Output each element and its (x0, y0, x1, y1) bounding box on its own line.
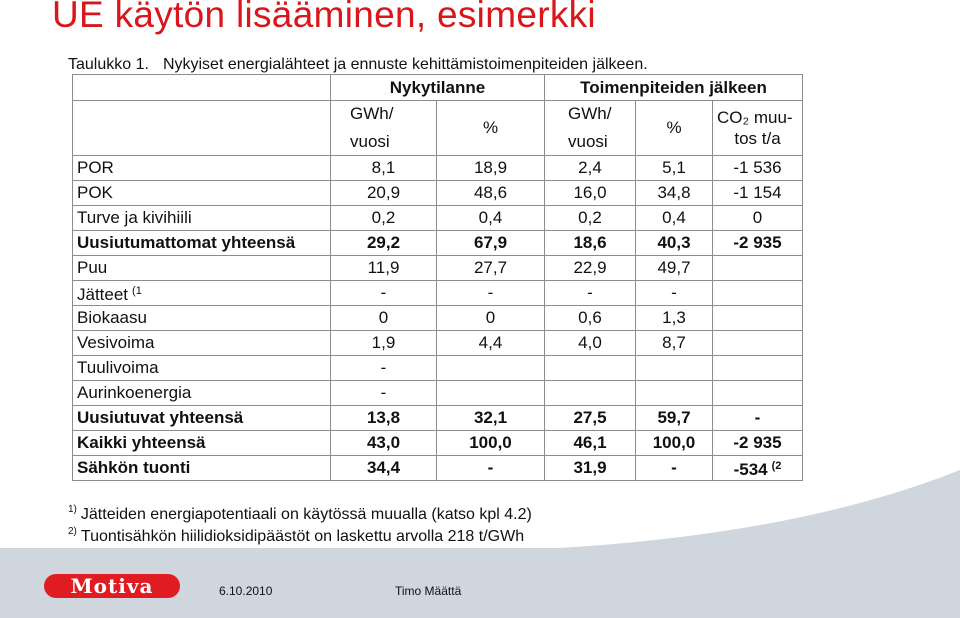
value-cell-c1 (331, 381, 437, 406)
cell-value: - (587, 283, 593, 302)
row-label: POK (77, 183, 113, 202)
cell-value: -534 (733, 460, 768, 479)
value-cell-c4 (636, 206, 713, 231)
value-cell-c1 (331, 206, 437, 231)
table-row (73, 231, 803, 256)
value-cell-c3 (545, 331, 636, 356)
value-cell-c4 (636, 181, 713, 206)
footer-author: Timo Määttä (395, 584, 462, 598)
cell-value: 0,4 (662, 208, 686, 227)
co2-line1: CO₂ muu- (717, 108, 793, 127)
cell-value: 4,0 (578, 333, 602, 352)
cell-value: - (487, 458, 494, 477)
group-header-after: Toimenpiteiden jälkeen (545, 75, 803, 101)
value-cell-c5 (713, 256, 803, 281)
co2-line2: tos t/a (734, 129, 781, 148)
footnote-text: Jätteiden energiapotentiaali on käytössä muualla (katso kpl 4.2) (80, 506, 532, 523)
cell-value: - (380, 383, 387, 402)
value-cell-c2 (437, 256, 545, 281)
table-row (73, 331, 803, 356)
row-label: Jätteet (77, 285, 129, 304)
value-cell-c1 (331, 281, 437, 306)
cell-value: 13,8 (366, 408, 401, 427)
row-label-cell (73, 381, 331, 406)
table-body (73, 156, 803, 481)
table-row (73, 181, 803, 206)
value-cell-c1 (331, 181, 437, 206)
cell-value: 0,6 (578, 308, 602, 327)
value-cell-c3 (545, 406, 636, 431)
cell-value: 100,0 (469, 433, 512, 452)
cell-value: 67,9 (473, 233, 508, 252)
group-header-row (73, 75, 803, 101)
cell-value: 20,9 (366, 183, 401, 202)
table-row (73, 281, 803, 306)
cell-value: 32,1 (473, 408, 508, 427)
value-cell-c2 (437, 156, 545, 181)
value-cell-c1 (331, 356, 437, 381)
header-empty-cell (73, 101, 331, 156)
value-cell-c5 (713, 381, 803, 406)
cell-value: 100,0 (652, 433, 696, 452)
value-cell-c4 (636, 256, 713, 281)
value-cell-c3 (545, 306, 636, 331)
cell-value: - (487, 283, 494, 302)
value-cell-c3 (545, 431, 636, 456)
row-label: Kaikki yhteensä (77, 433, 206, 452)
value-cell-c1 (331, 431, 437, 456)
value-cell-c4 (636, 156, 713, 181)
cell-value: 34,4 (366, 458, 401, 477)
value-cell-c3 (545, 231, 636, 256)
cell-value: 0 (378, 308, 389, 327)
slide-title: UE käytön lisääminen, esimerkki (52, 0, 596, 35)
value-cell-c5 (713, 356, 803, 381)
cell-value: 31,9 (573, 458, 607, 477)
table-row (73, 206, 803, 231)
unit-bottom: vuosi (350, 132, 390, 151)
unit-header-row (73, 101, 803, 156)
value-cell-c2 (437, 331, 545, 356)
table-row (73, 256, 803, 281)
row-label: Biokaasu (77, 308, 147, 327)
energy-table (72, 74, 803, 481)
motiva-logo: Motiva (44, 574, 180, 598)
cell-value: -2 935 (733, 433, 782, 452)
row-label: POR (77, 158, 114, 177)
cell-value: 18,6 (573, 233, 607, 252)
footnote-text: Tuontisähkön hiilidioksidipäästöt on laskettu arvolla 218 t/GWh (80, 528, 525, 545)
table-row (73, 431, 803, 456)
value-cell-c4 (636, 231, 713, 256)
table-row (73, 406, 803, 431)
row-label-cell (73, 306, 331, 331)
value-cell-c2 (437, 231, 545, 256)
row-label-cell (73, 356, 331, 381)
unit-header-co2 (713, 101, 803, 156)
row-label-cell (73, 256, 331, 281)
cell-note: (2 (771, 460, 782, 472)
cell-value: - (671, 283, 677, 302)
unit-header-percent: % (437, 101, 545, 156)
row-label-cell (73, 231, 331, 256)
value-cell-c2 (437, 431, 545, 456)
cell-value: -1 536 (733, 158, 782, 177)
cell-value: - (754, 408, 761, 427)
value-cell-c5 (713, 406, 803, 431)
value-cell-c5 (713, 181, 803, 206)
table-row (73, 356, 803, 381)
row-label: Uusiutumattomat yhteensä (77, 233, 296, 252)
footer-date: 6.10.2010 (219, 584, 273, 598)
value-cell-c3 (545, 281, 636, 306)
unit-bottom: vuosi (568, 132, 608, 151)
decorative-curve (0, 470, 960, 570)
value-cell-c2 (437, 281, 545, 306)
value-cell-c5 (713, 231, 803, 256)
value-cell-c3 (545, 206, 636, 231)
cell-value: 27,7 (473, 258, 508, 277)
unit-top: GWh/ (350, 104, 394, 123)
cell-value: 59,7 (657, 408, 691, 427)
cell-value: - (380, 358, 387, 377)
value-cell-c4 (636, 306, 713, 331)
cell-value: 5,1 (662, 158, 686, 177)
row-label-cell (73, 431, 331, 456)
value-cell-c3 (545, 356, 636, 381)
cell-value: 0,2 (371, 208, 396, 227)
value-cell-c4 (636, 406, 713, 431)
value-cell-c5 (713, 431, 803, 456)
value-cell-c1 (331, 231, 437, 256)
cell-value: - (671, 458, 677, 477)
footnote-mark: 1) (68, 504, 77, 515)
value-cell-c5 (713, 206, 803, 231)
value-cell-c1 (331, 256, 437, 281)
cell-value: 4,4 (478, 333, 503, 352)
row-label-cell (73, 281, 331, 306)
value-cell-c4 (636, 356, 713, 381)
row-label-cell (73, 181, 331, 206)
unit-header-gwh (331, 101, 437, 156)
cell-value: 27,5 (573, 408, 607, 427)
caption-label: Taulukko 1. (68, 56, 149, 73)
value-cell-c3 (545, 156, 636, 181)
value-cell-c3 (545, 256, 636, 281)
cell-value: 34,8 (657, 183, 691, 202)
cell-value: 1,3 (662, 308, 686, 327)
cell-value: 8,7 (662, 333, 686, 352)
cell-value: 8,1 (371, 158, 396, 177)
value-cell-c1 (331, 306, 437, 331)
row-label: Vesivoima (77, 333, 155, 352)
table-row (73, 306, 803, 331)
unit-top: GWh/ (568, 104, 612, 123)
value-cell-c5 (713, 331, 803, 356)
caption-text: Nykyiset energialähteet ja ennuste kehittämistoimenpiteiden jälkeen. (162, 56, 648, 73)
value-cell-c4 (636, 381, 713, 406)
value-cell-c3 (545, 381, 636, 406)
row-label: Puu (77, 258, 108, 277)
value-cell-c5 (713, 306, 803, 331)
cell-value: - (380, 283, 387, 302)
curve-shape (0, 470, 960, 570)
cell-value: 29,2 (366, 233, 401, 252)
cell-value: 1,9 (371, 333, 396, 352)
cell-value: 0 (752, 208, 763, 227)
row-label-cell (73, 331, 331, 356)
cell-value: 11,9 (367, 258, 400, 277)
value-cell-c2 (437, 356, 545, 381)
row-label: Tuulivoima (77, 358, 159, 377)
cell-value: 22,9 (573, 258, 607, 277)
row-label-cell (73, 206, 331, 231)
value-cell-c5 (713, 156, 803, 181)
cell-value: 49,7 (657, 258, 691, 277)
row-label: Turve ja kivihiili (77, 208, 192, 227)
cell-value: 0,2 (578, 208, 602, 227)
cell-value: 18,9 (473, 158, 508, 177)
cell-value: -1 154 (733, 183, 782, 202)
cell-value: 2,4 (578, 158, 602, 177)
unit-header-percent: % (636, 101, 713, 156)
value-cell-c1 (331, 156, 437, 181)
cell-value: 46,1 (573, 433, 607, 452)
row-label: Aurinkoenergia (77, 383, 192, 402)
cell-value: 48,6 (473, 183, 508, 202)
row-label: Sähkön tuonti (77, 458, 191, 477)
value-cell-c4 (636, 331, 713, 356)
unit-header-gwh (545, 101, 636, 156)
value-cell-c2 (437, 381, 545, 406)
table-row (73, 381, 803, 406)
value-cell-c2 (437, 181, 545, 206)
cell-value: 0 (485, 308, 496, 327)
row-label-cell (73, 406, 331, 431)
value-cell-c2 (437, 306, 545, 331)
table-row (73, 156, 803, 181)
value-cell-c4 (636, 431, 713, 456)
cell-value: -2 935 (733, 233, 782, 252)
cell-value: 43,0 (366, 433, 401, 452)
row-label: Uusiutuvat yhteensä (77, 408, 244, 427)
table-caption (68, 56, 648, 74)
value-cell-c1 (331, 331, 437, 356)
value-cell-c2 (437, 206, 545, 231)
value-cell-c1 (331, 406, 437, 431)
row-label-cell (73, 156, 331, 181)
header-empty-cell (73, 75, 331, 101)
cell-value: 40,3 (657, 233, 691, 252)
value-cell-c4 (636, 281, 713, 306)
row-note: (1 (132, 285, 142, 297)
value-cell-c5 (713, 281, 803, 306)
cell-value: 16,0 (573, 183, 607, 202)
footnote-mark: 2) (68, 526, 77, 537)
cell-value: 0,4 (478, 208, 503, 227)
value-cell-c3 (545, 181, 636, 206)
group-header-current: Nykytilanne (331, 75, 545, 101)
value-cell-c2 (437, 406, 545, 431)
